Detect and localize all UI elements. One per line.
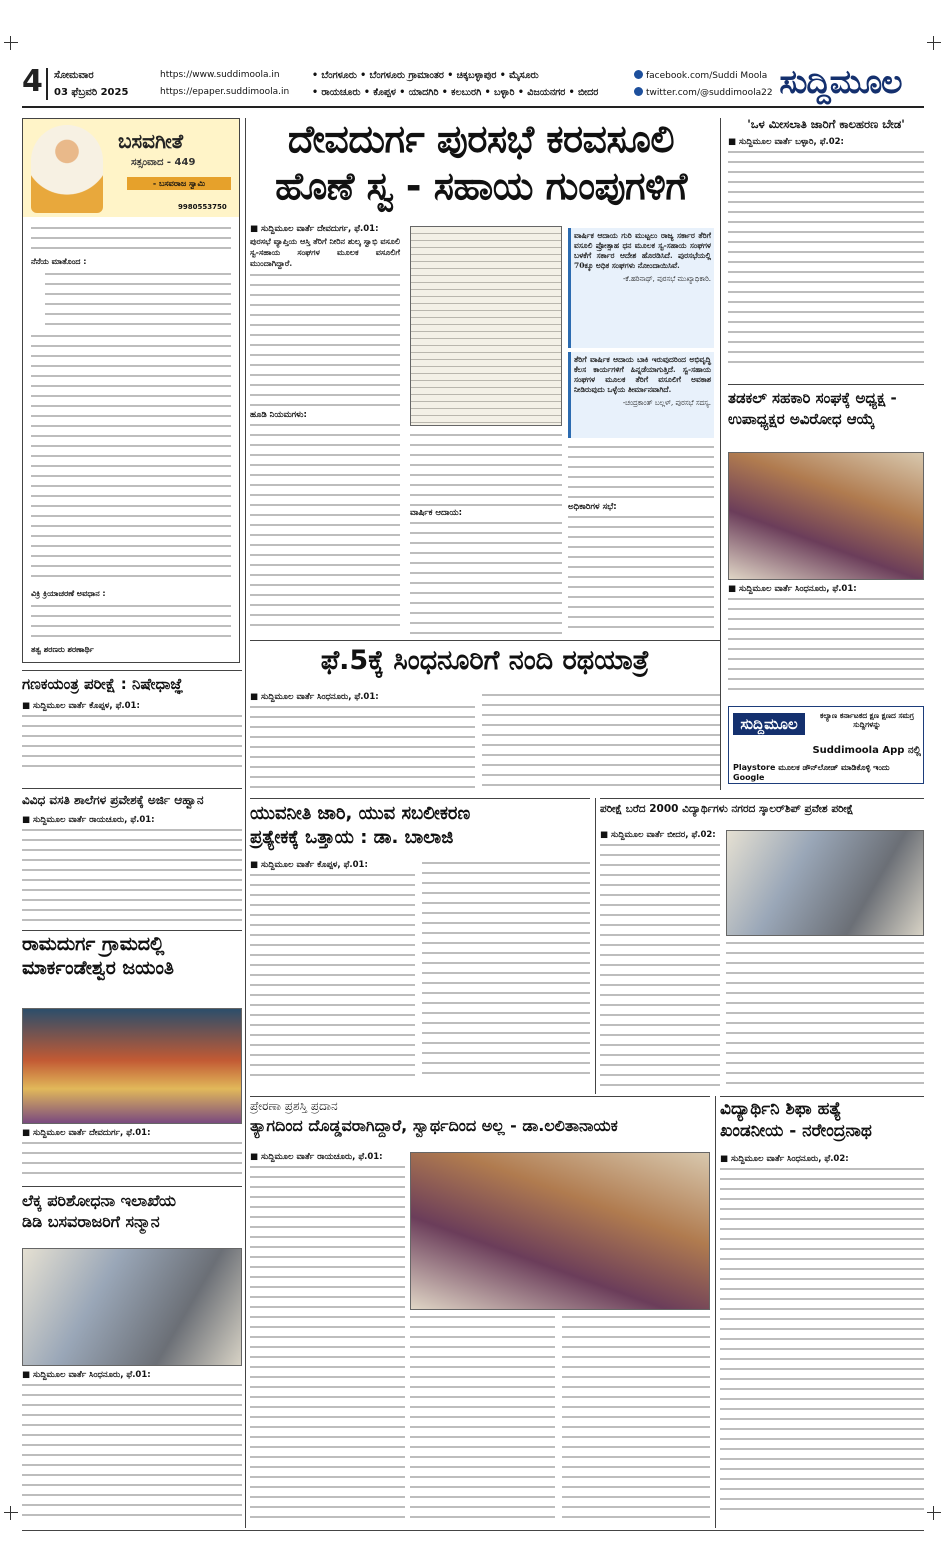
basava-banner [23, 119, 239, 217]
basava-geete-column [22, 118, 240, 663]
story-nandi-col1 [250, 692, 475, 792]
lead-column-2 [410, 432, 562, 634]
column-byline: ತತ್ವ ಶರಣರು ಶರಣಾರ್ಥಿ [31, 645, 94, 654]
body-text [22, 713, 242, 775]
body-text [422, 860, 590, 1082]
story-headline-line1: ತಡಕಲ್ ಸಹಕಾರಿ ಸಂಘಕ್ಕೆ ಅಧ್ಯಕ್ಷ - [728, 389, 897, 407]
masthead-logo: ಸುದ್ದಿಮೂಲ [779, 62, 902, 101]
body-text [410, 520, 562, 634]
pull-quote-member [568, 352, 714, 438]
story-rule [22, 670, 242, 671]
story-rule [22, 788, 242, 789]
story-lekka-body [22, 1370, 242, 1526]
author-phone: 9980553750 [178, 203, 227, 211]
lead-intro: ಪುರಸಭೆ ವ್ಯಾಪ್ತಿಯ ಆಸ್ತಿ ತೆರಿಗೆ ನೀರಿನ ಶುಲ್ಕ ಸ್ವಾಭಿ ವಸೂಲಿ ಸ್ವ-ಸಹಾಯ ಸಂಘಗಳ ಮೂಲಕ ವಸೂಲಿಗೆ ಮುಂದಾಗಿದ್ದಾರೆ. [250, 236, 400, 268]
story-headline-line2: ಡಿಡಿ ಬಸವರಾಜರಿಗೆ ಸನ್ಮಾನ [22, 1211, 160, 1231]
story-rule [250, 640, 720, 641]
body-text [250, 1164, 405, 1518]
subhead: ಅಧಿಕಾರಿಗಳ ಸಭೆ: [568, 502, 617, 512]
story-yuvaniti-col2 [422, 860, 590, 1090]
story-ramadurga-headline [22, 934, 242, 994]
story-headline: 'ಒಳ ಮೀಸಲಾತಿ ಜಾರಿಗೆ ಕಾಲಹರಣ ಬೇಡ' [747, 117, 905, 131]
column-rule [595, 798, 596, 1094]
story-headline: ಗಣಕಯಂತ್ರ ಪರೀಕ್ಷೆ : ನಿಷೇಧಾಜ್ಞೆ [22, 675, 184, 693]
app-tagline: ಕಲ್ಯಾಣ ಕರ್ನಾಟಕದ ಕ್ಷಣ ಕ್ಷಣದ ಸಮಗ್ರ ಸುದ್ದಿಗಳನ್ನು [820, 711, 914, 729]
epaper-link[interactable]: https://epaper.suddimoola.in [160, 87, 290, 97]
page-header [22, 62, 924, 108]
column-subtitle: ಸತ್ಸಂವಾದ - 449 [131, 157, 196, 168]
app-download-ad[interactable] [728, 706, 924, 784]
story-headline-line2: ಖಂಡನೀಯ - ನರೇಂದ್ರನಾಥ [720, 1121, 872, 1142]
registration-mark [4, 1506, 18, 1520]
registration-mark [927, 1506, 941, 1520]
column-rule [715, 1096, 716, 1528]
dateline: ■ ಸುದ್ದಿಮೂಲ ವಾರ್ತೆ ದೇವದುರ್ಗ, ಫೆ.01: [22, 1128, 151, 1138]
body-text [410, 432, 562, 506]
story-shipha-headline [720, 1100, 924, 1150]
quote-text: ವಾರ್ಷಿಕ ಆದಾಯ ಗುರಿ ಮುಟ್ಟಲು ರಾಜ್ಯ ಸರ್ಕಾರ ತೆರಿಗೆ ವಸೂಲಿ ಪ್ರೋತ್ಸಾಹ ಧನ ಮೂಲಕ ಸ್ವ-ಸಹಾಯ ಸಂಘಗಳ ಬಳಕೆಗೆ ಸರ್ಕಾರ ಆದೇಶ ಹೊರಡಿಸಿದೆ. ಪುರಸಭೆಯಲ್ಲಿ 70ಕ್ಕೂ ಅಧಿಕ ಸಂಘಗಳು ನೋಂದಾಯಿಸಿವೆ. [574, 231, 711, 271]
dateline: ■ ಸುದ್ದಿಮೂಲ ವಾರ್ತೆ ಬೀದರ, ಫೆ.02: [600, 830, 716, 840]
body-text [728, 149, 924, 369]
dateline: ■ ಸುದ್ದಿಮೂಲ ವಾರ್ತೆ ದೇವದುರ್ಗ, ಫೆ.01: [250, 224, 379, 234]
lead-headline [250, 118, 712, 218]
saint-portrait [31, 125, 103, 213]
body-text [250, 422, 400, 630]
story-photo-felicitation [22, 1248, 242, 1366]
body-text [410, 1314, 555, 1520]
story-shipha-body [720, 1154, 924, 1524]
body-text [22, 827, 242, 921]
story-prerana-col1 [250, 1152, 405, 1524]
twitter-link[interactable] [634, 87, 773, 98]
story-photo-procession [22, 1008, 242, 1124]
edition-cities-line2: • ರಾಯಚೂರು • ಕೊಪ್ಪಳ • ಯಾದಗಿರಿ • ಕಲಬುರಗಿ • ಬಳ್ಳಾರಿ • ವಿಜಯನಗರ • ಬೀದರ [312, 87, 599, 98]
story-headline-line2: ಉಪಾಧ್ಯಕ್ಷರ ಅವಿರೋಧ ಆಯ್ಕೆ [728, 409, 875, 428]
facebook-text: facebook.com/Suddi Moola [646, 71, 768, 81]
dateline: ■ ಸುದ್ದಿಮೂಲ ವಾರ್ತೆ ಸಿಂಧನೂರು, ಫೆ.01: [728, 584, 857, 594]
website-link[interactable]: https://www.suddimoola.in [160, 70, 280, 80]
app-brand: ಸುದ್ದಿಮೂಲ [733, 713, 805, 735]
column-author: - ಬಸವರಾಜ ಸ್ವಾಮಿ [127, 177, 231, 190]
registration-mark [4, 36, 18, 50]
body-text [568, 444, 714, 500]
dateline: ■ ಸುದ್ದಿಮೂಲ ವಾರ್ತೆ ಬಳ್ಳಾರಿ, ಫೆ.02: [728, 136, 844, 147]
app-name: Suddimoola App ನಲ್ಲಿ [812, 745, 921, 756]
story-prerana-col3 [562, 1314, 710, 1524]
page-footer-rule [22, 1530, 924, 1531]
dateline: ■ ಸುದ್ದಿಮೂಲ ವಾರ್ತೆ ಸಿಂಧನೂರು, ಫೆ.01: [22, 1370, 151, 1380]
story-yuvaniti-col1 [250, 860, 415, 1090]
story-headline: ವಿವಿಧ ವಸತಿ ಶಾಲೆಗಳ ಪ್ರವೇಶಕ್ಕೆ ಅರ್ಜಿ ಆಹ್ವಾನ [22, 793, 204, 807]
story-rule [728, 384, 924, 385]
playstore-line: Playstore ಮೂಲಕ ಡೌನ್‌ಲೋಡ್ ಮಾಡಿಕೊಳ್ಳಿ ಇಂದು Google [733, 763, 890, 782]
story-headline-line2: ಮಾರ್ಕಂಡೇಶ್ವರ ಜಯಂತಿ [22, 957, 175, 980]
section-label: ನೆನೆಯ ಮಾತೊಂದ : [31, 257, 87, 266]
story-headline: ಪರೀಕ್ಷೆ ಬರೆದ 2000 ವಿದ್ಯಾರ್ಥಿಗಳು ನಗರದ ಸ್ಕಾಲರ್‌ಶಿಪ್ ಪ್ರವೇಶ ಪರೀಕ್ಷೆ [600, 803, 854, 815]
story-photo-award-ceremony [410, 1152, 710, 1310]
story-rule [720, 1096, 924, 1097]
quote-text: ತೆರಿಗೆ ವಾರ್ಷಿಕ ಆದಾಯ ಬಾಕಿ ಇರುವುದರಿಂದ ಅಭಿವೃದ್ಧಿ ಕೆಲಸ ಕಾರ್ಯಗಳಿಗೆ ಹಿನ್ನಡೆಯಾಗುತ್ತಿದೆ. ಸ್ವ-ಸಹಾಯ ಸಂಘಗಳ ಮೂಲಕ ತೆರಿಗೆ ವಸೂಲಿಗೆ ಅವಕಾಶ ನೀಡಿರುವುದು ಒಳ್ಳೆಯ ತೀರ್ಮಾನವಾಗಿದೆ. [574, 355, 711, 395]
story-pareeksha-col1 [600, 830, 720, 1092]
story-rule [22, 1186, 242, 1187]
story-headline: ತ್ಯಾಗದಿಂದ ದೊಡ್ಡವರಾಗಿದ್ದಾರೆ, ಸ್ವಾರ್ಥದಿಂದ ಅಲ್ಲ - ಡಾ.ಲಲಿತಾನಾಯಕ [250, 1116, 618, 1136]
body-text [720, 1166, 924, 1518]
body-text [600, 842, 720, 1086]
dateline: ■ ಸುದ್ದಿಮೂಲ ವಾರ್ತೆ ಕೊಪ್ಪಳ, ಫೆ.01: [22, 700, 140, 711]
body-text [22, 1382, 242, 1522]
story-prerana-col2 [410, 1314, 555, 1524]
story-pareeksha-col2 [726, 940, 924, 1092]
body-text [726, 940, 924, 1088]
twitter-icon [634, 87, 643, 96]
body-text [562, 1314, 710, 1520]
story-headline-line1: ಯುವನೀತಿ ಜಾರಿ, ಯುವ ಸಬಲೀಕರಣ [250, 803, 471, 824]
quote-attribution: -ಕೆ.ಹರಿನಾಥ್, ಪುರಸಭೆ ಮುಖ್ಯಾಧಿಕಾರಿ. [622, 274, 711, 283]
body-text [22, 1140, 242, 1176]
story-vasati [22, 794, 242, 926]
body-text [250, 872, 415, 1082]
header-day: ಸೋಮವಾರ [54, 70, 94, 81]
header-date: 03 ಫೆಬ್ರವರಿ 2025 [54, 87, 129, 98]
dateline: ■ ಸುದ್ದಿಮೂಲ ವಾರ್ತೆ ಸಿಂಧನೂರು, ಫೆ.01: [250, 692, 379, 702]
story-rule [600, 798, 924, 799]
quote-attribution: -ಚಂದ್ರಕಾಂತ್ ಬಲ್ಲಳ್, ಪುರಸಭೆ ಸದಸ್ಯ. [622, 398, 711, 407]
lead-headline-line2: ಹೊಣೆ ಸ್ವ - ಸಹಾಯ ಗುಂಪುಗಳಿಗೆ [275, 163, 687, 208]
facebook-icon [634, 70, 643, 79]
body-text [482, 692, 720, 788]
twitter-text: twitter.com/@suddimoola22 [646, 88, 773, 98]
edition-cities-line1: • ಬೆಂಗಳೂರು • ಬೆಂಗಳೂರು ಗ್ರಾಮಾಂತರ • ಚಿಕ್ಕಬಳ್ಳಾಪುರ • ಮೈಸೂರು [312, 70, 539, 81]
column-title: ಬಸವಗೀತೆ [118, 129, 184, 153]
subhead: ವಾರ್ಷಿಕ ಆದಾಯ: [410, 508, 463, 518]
body-text [250, 704, 475, 788]
column-rule [720, 118, 721, 790]
story-headline-line1: ಲೆಕ್ಕ ಪರಿಶೋಧನಾ ಇಲಾಖೆಯ [22, 1191, 177, 1210]
document-photo [410, 226, 562, 426]
story-lekka-headline [22, 1192, 242, 1244]
story-prerana-headline [250, 1100, 710, 1146]
story-photo-cooperative [728, 452, 924, 580]
story-ganakayantra [22, 676, 242, 782]
body-text [31, 603, 231, 639]
story-headline: ಫೆ.5ಕ್ಕೆ ಸಿಂಧನೂರಿಗೆ ನಂದಿ ರಥಯಾತ್ರೆ [320, 645, 650, 676]
page-number: 4 [22, 64, 43, 99]
registration-mark [927, 36, 941, 50]
story-pareeksha-headline [600, 804, 924, 830]
story-tadakal-body [728, 584, 924, 700]
story-yuvaniti-headline [250, 804, 590, 856]
dateline: ■ ಸುದ್ದಿಮೂಲ ವಾರ್ತೆ ರಾಯಚೂರು, ಫೆ.01: [22, 815, 155, 826]
lead-column-1 [250, 224, 400, 634]
story-photo-exam-hall [726, 830, 924, 936]
lead-headline-line1: ದೇವದುರ್ಗ ಪುರಸಭೆ ಕರವಸೂಲಿ [287, 117, 675, 161]
dateline: ■ ಸುದ್ದಿಮೂಲ ವಾರ್ತೆ ಕೊಪ್ಪಳ, ಫೆ.01: [250, 860, 368, 870]
body-text [568, 514, 714, 634]
story-headline-line1: ವಿದ್ಯಾರ್ಥಿನಿ ಶಿಫಾ ಹತ್ಯೆ [720, 1099, 842, 1119]
story-ramadurga-body [22, 1128, 242, 1180]
lead-column-3 [568, 444, 714, 634]
story-nandi-col2 [482, 692, 720, 792]
story-headline-line2: ಪ್ರತ್ಯೇಕಕ್ಕೆ ಒತ್ತಾಯ : ಡಾ. ಬಾಲಾಜಿ [250, 827, 454, 849]
body-text [250, 272, 400, 406]
body-text [31, 225, 231, 253]
body-text [31, 333, 231, 583]
story-ola-meesalati [728, 118, 924, 380]
column-rule [245, 118, 246, 1528]
subhead: ಹೂಡಿ ನಿಯಮಗಳು: [250, 410, 307, 421]
body-text [728, 596, 924, 696]
story-rule [250, 1096, 710, 1097]
story-nandi-headline [250, 646, 720, 686]
story-rule [250, 798, 590, 799]
story-headline-line1: ರಾಮದುರ್ಗ ಗ್ರಾಮದಲ್ಲಿ [22, 933, 165, 955]
section-label: ವಿಕ್ರಿ ಕ್ರಿಯಾಚರಣೆ ಅವಧಾನ : [31, 589, 106, 598]
story-kicker: ಪ್ರೇರಣಾ ಪ್ರಶಸ್ತಿ ಪ್ರದಾನ [250, 1099, 338, 1113]
story-tadakal-headline [728, 390, 924, 450]
dateline: ■ ಸುದ್ದಿಮೂಲ ವಾರ್ತೆ ರಾಯಚೂರು, ಫೆ.01: [250, 1152, 383, 1162]
facebook-link[interactable] [634, 70, 767, 81]
verse-text [45, 271, 231, 327]
pull-quote-officer [568, 228, 714, 348]
divider [46, 68, 48, 100]
dateline: ■ ಸುದ್ದಿಮೂಲ ವಾರ್ತೆ ಸಿಂಧನೂರು, ಫೆ.02: [720, 1154, 849, 1164]
story-rule [22, 930, 242, 931]
